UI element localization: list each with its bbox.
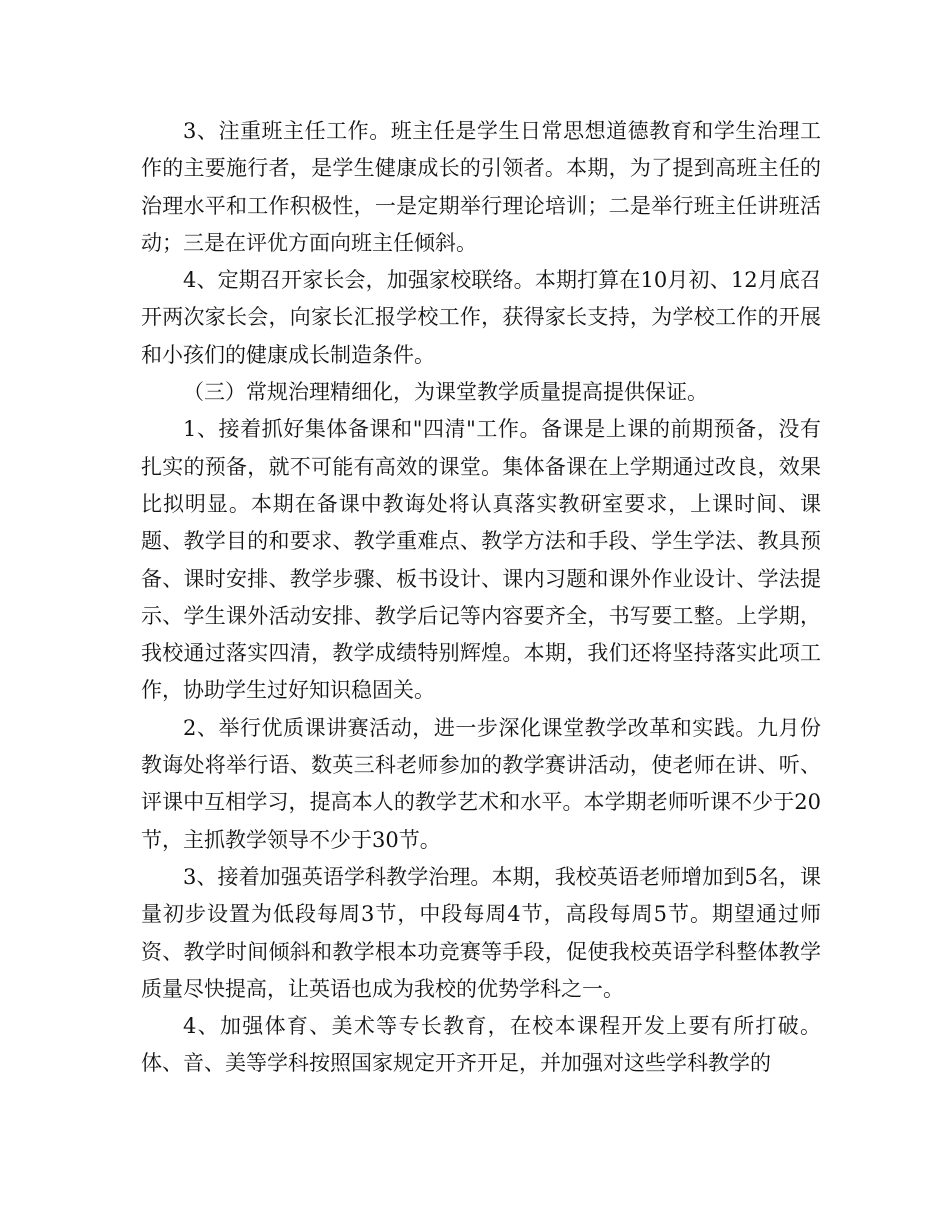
paragraph-english-teaching: 3、接着加强英语学科教学治理。本期，我校英语老师增加到5名，课量初步设置为低段每周3节，中段每周4节，高段每周5节。期望通过师资、教学时间倾斜和教学根本功竞赛等手段，促使我校英语学科整体教学质量尽快提高，让英语也成为我校的优势学科之一。 bbox=[141, 864, 821, 1001]
paragraph-arts-sports-education: 4、加强体育、美术等专长教育，在校本课程开发上要有所打破。体、音、美等学科按照国家规定开齐开足，并加强对这些学科教学的 bbox=[141, 1014, 821, 1076]
paragraph-class-teacher-work: 3、注重班主任工作。班主任是学生日常思想道德教育和学生治理工作的主要施行者，是学生健康成长的引领者。本期，为了提到高班主任的治理水平和工作积极性，一是定期举行理论培训；二是举行班主任讲班活动；三是在评优方面向班主任倾斜。 bbox=[141, 119, 821, 255]
paragraph-parent-meetings: 4、定期召开家长会，加强家校联络。本期打算在10月初、12月底召开两次家长会，向家长汇报学校工作，获得家长支持，为学校工作的开展和小孩们的健康成长制造条件。 bbox=[141, 268, 821, 367]
section-heading-routine-management: （三）常规治理精细化，为课堂教学质量提高提供保证。 bbox=[183, 380, 708, 405]
paragraph-collective-lesson-prep: 1、接着抓好集体备课和"四清"工作。备课是上课的前期预备，没有扎实的预备，就不可能有高效的课堂。集体备课在上学期通过改良，效果比拟明显。本期在备课中教诲处将认真落实教研室要求，上课时间、课题、教学目的和要求、教学重难点、教学方法和手段、学生学法、教具预备、课时安排、教学步骤、板书设计、课内习题和课外作业设计、学法提示、学生课外活动安排、教学后记等内容要齐全，书写要工整。上学期，我校通过落实四清，教学成绩特别辉煌。本期，我们还将坚持落实此项工作，协助学生过好知识稳固关。 bbox=[141, 417, 821, 703]
paragraph-quality-lesson-contest: 2、举行优质课讲赛活动，进一步深化课堂教学改革和实践。九月份教诲处将举行语、数英三科老师参加的教学赛讲活动，使老师在讲、听、评课中互相学习，提高本人的教学艺术和水平。本学期老师听课不少于20节，主抓教学领导不少于30节。 bbox=[141, 715, 821, 852]
document-body bbox=[141, 113, 821, 1083]
